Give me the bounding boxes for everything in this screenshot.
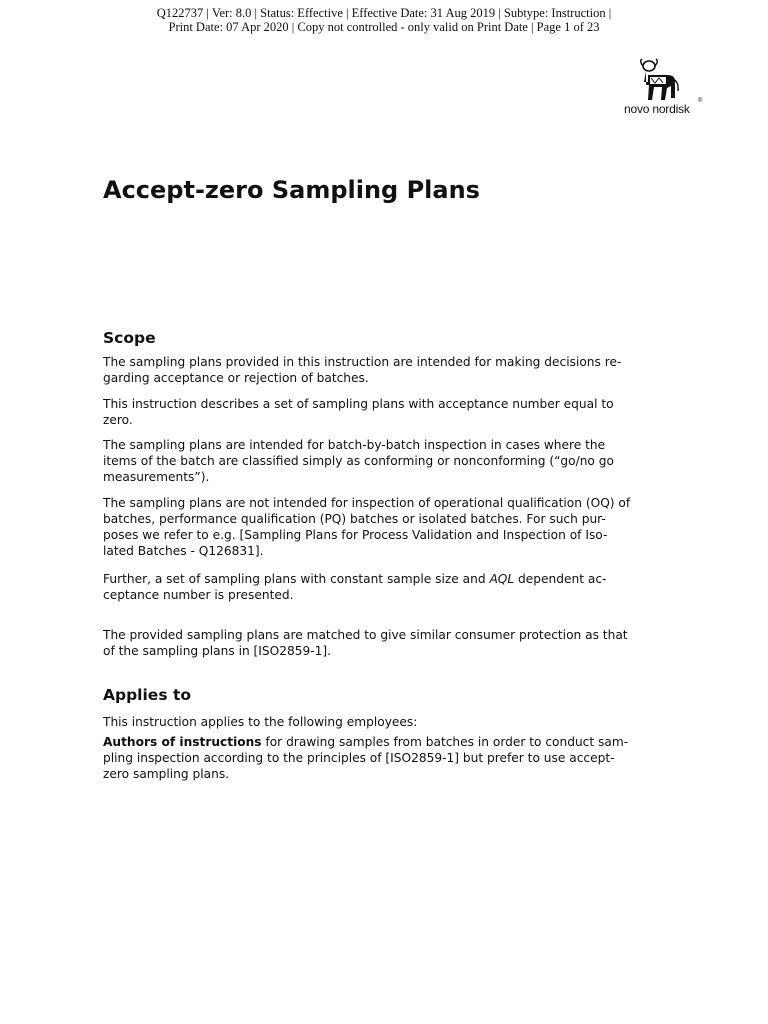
- applies-to-intro: This instruction applies to the following employees:: [103, 715, 418, 729]
- novo-nordisk-logo: [618, 58, 710, 120]
- logo-wordmark: novo nordisk: [624, 102, 690, 116]
- scope-paragraph-5: Further, a set of sampling plans with constant sample size and AQL dependent ac- ceptance number is presented.: [103, 572, 607, 602]
- scope-paragraph-6: The provided sampling plans are matched to give similar consumer protection as that of the sampling plans in [ISO2859-1].: [103, 628, 628, 658]
- authors-of-instructions-label: Authors of instructions: [103, 735, 262, 749]
- document-control-header: [0, 6, 768, 34]
- scope-paragraph-4: The sampling plans are not intended for inspection of operational qualification (OQ) of batches, performance qualification (PQ) batches or isolated batches. For such pur- poses we refer to e.g. [Sampling Plans for Process Validation and Inspection of Iso- lated Batches - Q126831].: [103, 496, 631, 558]
- header-line-1: Q122737 | Ver: 8.0 | Status: Effective | Effective Date: 31 Aug 2019 | Subtype: Instruction |: [156, 6, 612, 20]
- applies-to-heading: Applies to: [103, 686, 192, 704]
- header-line-2: Print Date: 07 Apr 2020 | Copy not controlled - only valid on Print Date | Page 1 of 23: [168, 20, 600, 34]
- scope-heading: Scope: [103, 329, 156, 347]
- applies-to-authors: Authors of instructions for drawing samples from batches in order to conduct sam- pling inspection according to the principles of [ISO2859-1] but prefer to use accept- zero sampling plans.: [103, 735, 629, 781]
- registered-mark: ®: [698, 98, 703, 104]
- scope-paragraph-3: The sampling plans are intended for batch-by-batch inspection in cases where the items of the batch are classified simply as conforming or nonconforming (“go/no go measurements”).: [103, 438, 614, 484]
- apis-bull-icon: [634, 58, 682, 102]
- document-title: Accept-zero Sampling Plans: [103, 176, 480, 204]
- aql-term: AQL: [489, 572, 515, 586]
- scope-paragraph-1: The sampling plans provided in this instruction are intended for making decisions re- garding acceptance or rejection of batches.: [103, 355, 622, 385]
- scope-paragraph-2: This instruction describes a set of sampling plans with acceptance number equal to zero.: [103, 397, 614, 427]
